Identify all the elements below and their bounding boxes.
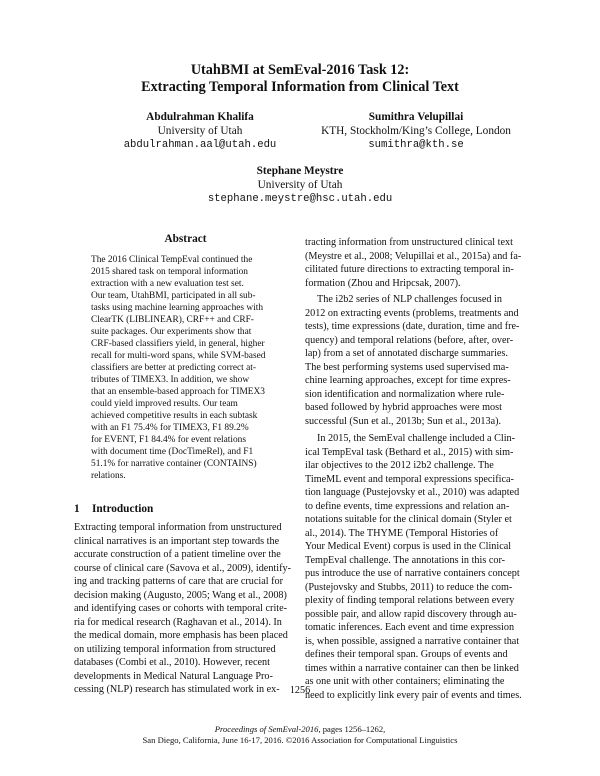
section-heading xyxy=(74,502,153,516)
page-footer xyxy=(0,724,600,746)
intro-line: and identifying cases or cohorts with temporal crite- xyxy=(74,603,288,614)
paragraph-line: (Meystre et al., 2008; Velupillai et al., 2015a) and fa- xyxy=(305,250,522,262)
paragraph-line: quency) and temporal relations (before, after, over- xyxy=(305,334,514,346)
abstract-line: with document time (DocTimeRel), and F1 xyxy=(91,447,254,457)
abstract-line: CRF-based classifiers yield, in general, higher xyxy=(91,339,265,349)
paragraph-line: 2012 on extracting events (problems, treatments and xyxy=(305,307,519,319)
paragraph-line: pus introduce the use of narrative containers concept xyxy=(305,568,520,579)
paragraph-line: tests), time expressions (date, duration, time and fre- xyxy=(305,321,520,332)
author-affiliation: University of Utah xyxy=(157,125,243,137)
paragraph-line: al., 2014). The THYME (Temporal Histories of xyxy=(305,527,499,539)
intro-line: developments in Medical Natural Language Pro- xyxy=(74,670,273,682)
abstract-line: ClearTK (LIBLINEAR), CRF++ and CRF- xyxy=(91,315,254,325)
intro-line: on utilizing temporal information from structured xyxy=(74,643,276,655)
abstract-line: Our team, UtahBMI, participated in all sub- xyxy=(91,291,256,301)
abstract-line: 2015 shared task on temporal information xyxy=(91,267,248,277)
abstract-line: achieved competitive results in each subtask xyxy=(91,411,258,421)
right-column xyxy=(305,0,529,776)
paragraph-line: In 2015, the SemEval challenge included a Clin- xyxy=(317,433,516,444)
abstract-line: recall for multi-word spans, while SVM-based xyxy=(91,351,266,361)
paragraph-line: Your Medical Event) corpus is used in the Clinical xyxy=(305,541,512,552)
paragraph-line: as one unit with other containers; eliminating the xyxy=(305,676,505,687)
paragraph-line: tomatic inferences. Each event and time expression xyxy=(305,622,515,633)
author-email: abdulrahman.aal@utah.edu xyxy=(123,139,277,151)
paragraph-continued xyxy=(305,236,529,290)
paragraph-line: ilar objectives to the 2012 i2b2 challenge. The xyxy=(305,460,494,471)
intro-line: the medical domain, more emphasis has been placed xyxy=(74,630,288,641)
paragraph-line: times within a narrative container can then be linked xyxy=(305,662,519,674)
paragraph-line: possible pair, and allow rapid discovery through au- xyxy=(305,608,517,620)
author-email: stephane.meystre@hsc.utah.edu xyxy=(207,193,393,205)
paragraph-line: sion identification and normalization where rule- xyxy=(305,388,505,400)
intro-line: ria for medical research (Raghavan et al., 2014). In xyxy=(74,616,282,628)
paragraph-line: ical TempEval task (Bethard et al., 2015) with sim- xyxy=(305,446,514,458)
section-title: Introduction xyxy=(92,503,154,515)
abstract-line: classifiers are better at predicting correct at- xyxy=(91,363,257,373)
title-line-1: UtahBMI at SemEval-2016 Task 12: xyxy=(190,62,410,78)
intro-line: course of clinical care (Savova et al., 2009), identify- xyxy=(74,562,291,574)
paragraph-line: (Pustejovsky and Stubbs, 2011) to reduce the com- xyxy=(305,581,513,593)
title-line-2: Extracting Temporal Information from Clinical Text xyxy=(141,79,459,95)
intro-line: databases (Combi et al., 2010). However, recent xyxy=(74,657,270,668)
paragraph-line: notations suitable for the clinical domain (Styler et xyxy=(305,514,512,525)
abstract-heading: Abstract xyxy=(164,233,207,245)
author-affiliation: University of Utah xyxy=(257,179,343,191)
abstract-line: tributes of TIMEX3. In addition, we show xyxy=(91,375,250,385)
author-name: Stephane Meystre xyxy=(256,165,344,177)
footer-line-2: San Diego, California, June 16-17, 2016. ©2016 Association for Computational Linguistics xyxy=(142,735,458,745)
paragraph-line: The best performing systems used supervised ma- xyxy=(305,361,509,373)
paragraph-line: lap) from a set of annotated discharge summaries. xyxy=(305,348,508,359)
abstract-line: 51.1% for narrative container (CONTAINS) xyxy=(91,459,257,469)
abstract-line: could yield improved results. Our team xyxy=(91,399,238,409)
abstract-line: The 2016 Clinical TempEval continued the xyxy=(91,255,253,265)
proceedings-title: Proceedings of SemEval-2016 xyxy=(214,724,319,734)
abstract-line: with an F1 75.4% for TIMEX3, F1 89.2% xyxy=(91,423,249,433)
abstract-line: relations. xyxy=(91,471,126,481)
author-affiliation: KTH, Stockholm/King’s College, London xyxy=(321,125,511,137)
paragraph-line: need to explicitly link every pair of events and times. xyxy=(305,689,522,701)
intro-line: cessing (NLP) research has stimulated work in ex- xyxy=(74,684,280,695)
paragraph-semeval xyxy=(305,432,529,702)
introduction-body xyxy=(74,521,297,697)
paragraph-line: The i2b2 series of NLP challenges focused in xyxy=(317,294,502,305)
intro-line: decision making (Augusto, 2005; Wang et al., 2008) xyxy=(74,589,287,601)
paragraph-line: TempEval challenge. The annotations in this cor- xyxy=(305,554,506,566)
paragraph-line: successful (Sun et al., 2013b; Sun et al., 2013a). xyxy=(305,415,502,427)
paragraph-i2b2 xyxy=(305,293,529,428)
paragraph-line: based followed by hybrid approaches were most xyxy=(305,402,502,413)
paragraph-line: plexity of finding temporal relations between every xyxy=(305,595,515,606)
paragraph-line: defines their temporal span. Groups of events and xyxy=(305,649,508,660)
author-name: Abdulrahman Khalifa xyxy=(146,111,254,123)
intro-line: accurate construction of a patient timeline over the xyxy=(74,549,281,560)
abstract-line: for EVENT, F1 84.4% for event relations xyxy=(91,435,246,445)
abstract-line: suite packages. Our experiments show that xyxy=(91,327,252,337)
paragraph-line: tion language (Pustejovsky et al., 2010) was adapted xyxy=(305,487,520,498)
paragraph-line: TimeML event and temporal expressions specifica- xyxy=(305,473,514,485)
author-email: sumithra@kth.se xyxy=(368,139,464,151)
intro-line: ing and tracking patterns of care that are crucial for xyxy=(74,576,284,587)
abstract-line: that an ensemble-based approach for TIMEX3 xyxy=(91,387,265,397)
paragraph-line: formation (Zhou and Hripcsak, 2007). xyxy=(305,277,461,289)
paragraph-line: tracting information from unstructured clinical text xyxy=(305,237,513,248)
abstract-line: tasks using machine learning approaches with xyxy=(91,303,264,313)
proceedings-pages: , pages 1256–1262, xyxy=(318,724,386,734)
abstract-line: extraction with a new evaluation test set. xyxy=(91,279,244,289)
paragraph-line: chine learning approaches, except for time expres- xyxy=(305,375,511,386)
left-column xyxy=(74,0,297,776)
intro-line: clinical narratives is an important step towards the xyxy=(74,535,280,547)
paragraph-line: is, when possible, assigned a narrative container that xyxy=(305,635,520,647)
section-number: 1 xyxy=(74,503,80,515)
paragraph-line: to define events, time expressions and relation an- xyxy=(305,500,510,512)
abstract-body xyxy=(91,254,281,482)
intro-line: Extracting temporal information from unstructured xyxy=(74,522,282,533)
paragraph-line: cilitated future directions to extracting temporal in- xyxy=(305,264,514,275)
author-name: Sumithra Velupillai xyxy=(368,111,464,123)
footer-line-1 xyxy=(0,724,600,735)
page-number: 1256 xyxy=(289,685,311,696)
